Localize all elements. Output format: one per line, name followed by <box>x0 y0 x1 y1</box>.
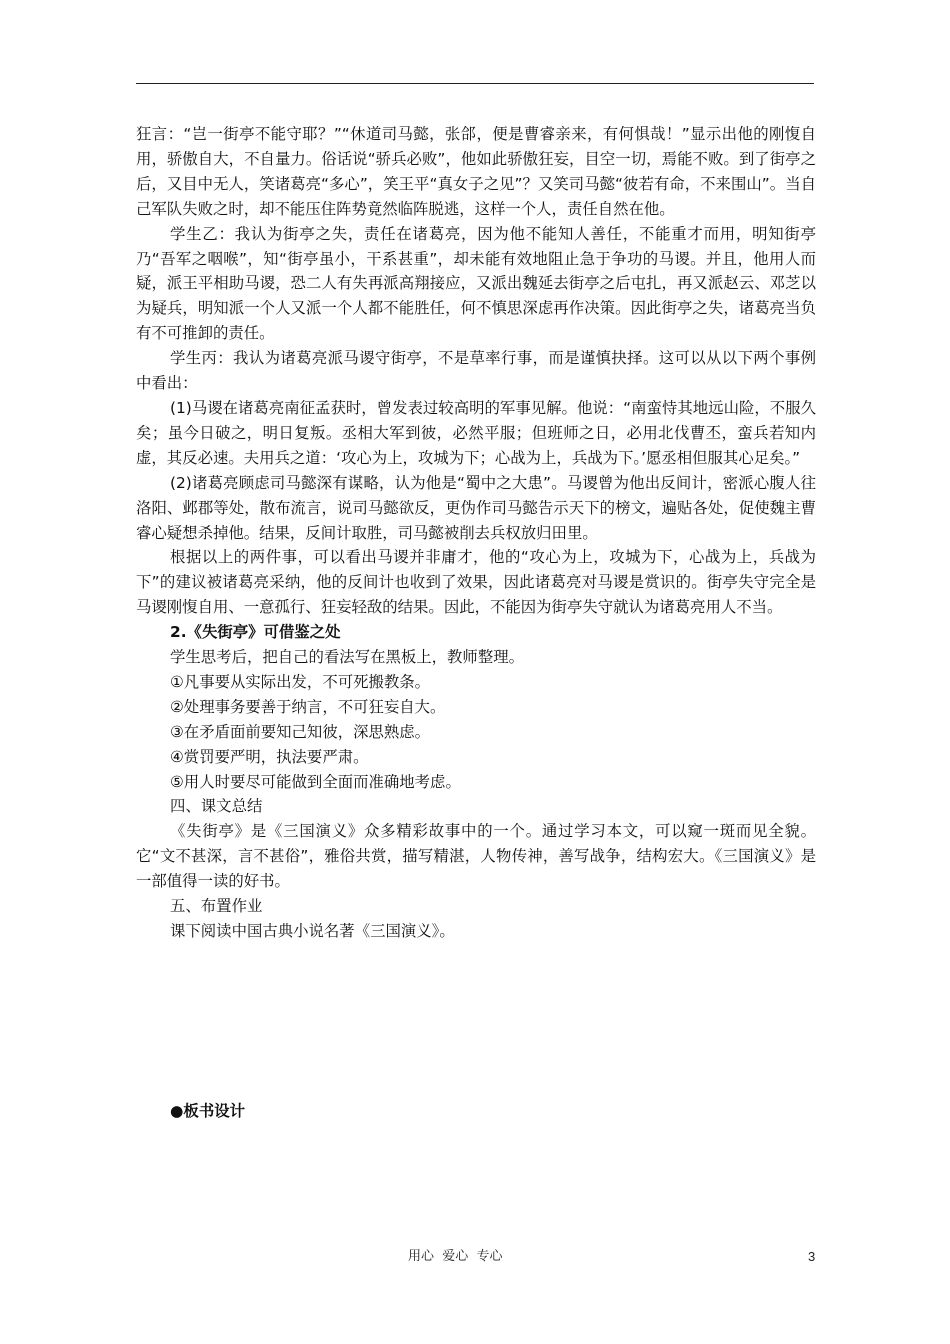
list-item-lesson-2: ②处理事务要善于纳言，不可狂妄自大。 <box>170 697 446 716</box>
section-heading-summary: 四、课文总结 <box>170 797 263 816</box>
list-item-lesson-3: ③在矛盾面前要知己知彼，深思熟虑。 <box>170 722 431 741</box>
section-heading-lessons: 2.《失街亭》可借鉴之处 <box>170 623 341 642</box>
paragraph-example-1: (1)马谡在诸葛亮南征孟获时，曾发表过较高明的军事见解。他说：“南蛮恃其地远山险，不服久矣；虽今日破之，明日复叛。丞相大军到彼，必然平服；但班师之日，必用北伐曹丕，蛮兵若知内虚，其反必速。夫用兵之道：‘攻心为上，攻城为下；心战为上，兵战为下。’愿丞相但服其心足矣。” <box>136 398 816 467</box>
list-item-lesson-4: ④赏罚要严明，执法要严肃。 <box>170 747 369 766</box>
paragraph-conclusion: 根据以上的两件事，可以看出马谡并非庸才，他的“攻心为上，攻城为下，心战为上，兵战为下”的建议被诸葛亮采纳，他的反间计也收到了效果，因此诸葛亮对马谡是赏识的。街亭失守完全是马谡刚愎自用、一意孤行、狂妄轻敌的结果。因此，不能因为街亭失守就认为诸葛亮用人不当。 <box>136 548 816 617</box>
paragraph-student-bing: 学生丙：我认为诸葛亮派马谡守街亭，不是草率行事，而是谨慎抉择。这可以从以下两个事例中看出： <box>136 349 816 393</box>
paragraph-student-jia-continued: 狂言：“岂一街亭不能守耶？”“休道司马懿，张郃，便是曹睿亲来，有何惧哉！”显示出他的刚愎自用，骄傲自大，不自量力。俗话说“骄兵必败”，他如此骄傲狂妄，目空一切，焉能不败。到了街亭之后，又目中无人，笑诸葛亮“多心”，笑王平“真女子之见”？又笑司马懿“彼若有命，不来围山”。当自己军队失败之时，却不能压住阵势竟然临阵脱逃，这样一个人，责任自然在他。 <box>136 125 816 218</box>
footer-motto: 用心 爱心 专心 <box>408 1249 503 1264</box>
paragraph-lessons-intro: 学生思考后，把自己的看法写在黑板上，教师整理。 <box>170 648 524 667</box>
page-number: 3 <box>808 1249 816 1264</box>
header-rule <box>136 83 814 84</box>
document-body <box>136 122 816 944</box>
paragraph-student-yi: 学生乙：我认为街亭之失，责任在诸葛亮，因为他不能知人善任，不能重才而用，明知街亭乃“吾军之咽喉”，知“街亭虽小，干系甚重”，却未能有效地阻止急于争功的马谡。并且，他用人而疑，派王平相助马谡，恐二人有失再派高翔接应，又派出魏延去街亭之后屯扎，再又派赵云、邓芝以为疑兵，明知派一个人又派一个人都不能胜任，何不慎思深虑再作决策。因此街亭之失，诸葛亮当负有不可推卸的责任。 <box>136 224 816 343</box>
paragraph-homework: 课下阅读中国古典小说名著《三国演义》。 <box>170 922 455 940</box>
list-item-lesson-5: ⑤用人时要尽可能做到全面而准确地考虑。 <box>170 772 461 791</box>
list-item-lesson-1: ①凡事要从实际出发，不可死搬教条。 <box>170 672 431 691</box>
paragraph-example-2: (2)诸葛亮顾虑司马懿深有谋略，认为他是“蜀中之大患”。马谡曾为他出反间计，密派心腹人往洛阳、邺郡等处，散布流言，说司马懿欲反，更伪作司马懿告示天下的榜文，遍贴各处，促使魏主曹睿心疑想杀掉他。结果，反间计取胜，司马懿被削去兵权放归田里。 <box>136 473 816 542</box>
section-heading-homework: 五、布置作业 <box>170 897 263 916</box>
board-design-heading: ●板书设计 <box>170 1102 245 1120</box>
paragraph-summary: 《失街亭》是《三国演义》众多精彩故事中的一个。通过学习本文，可以窥一斑而见全貌。它“文不甚深，言不甚俗”，雅俗共赏，描写精湛，人物传神，善写战争，结构宏大。《三国演义》是一部值得一读的好书。 <box>136 822 816 891</box>
